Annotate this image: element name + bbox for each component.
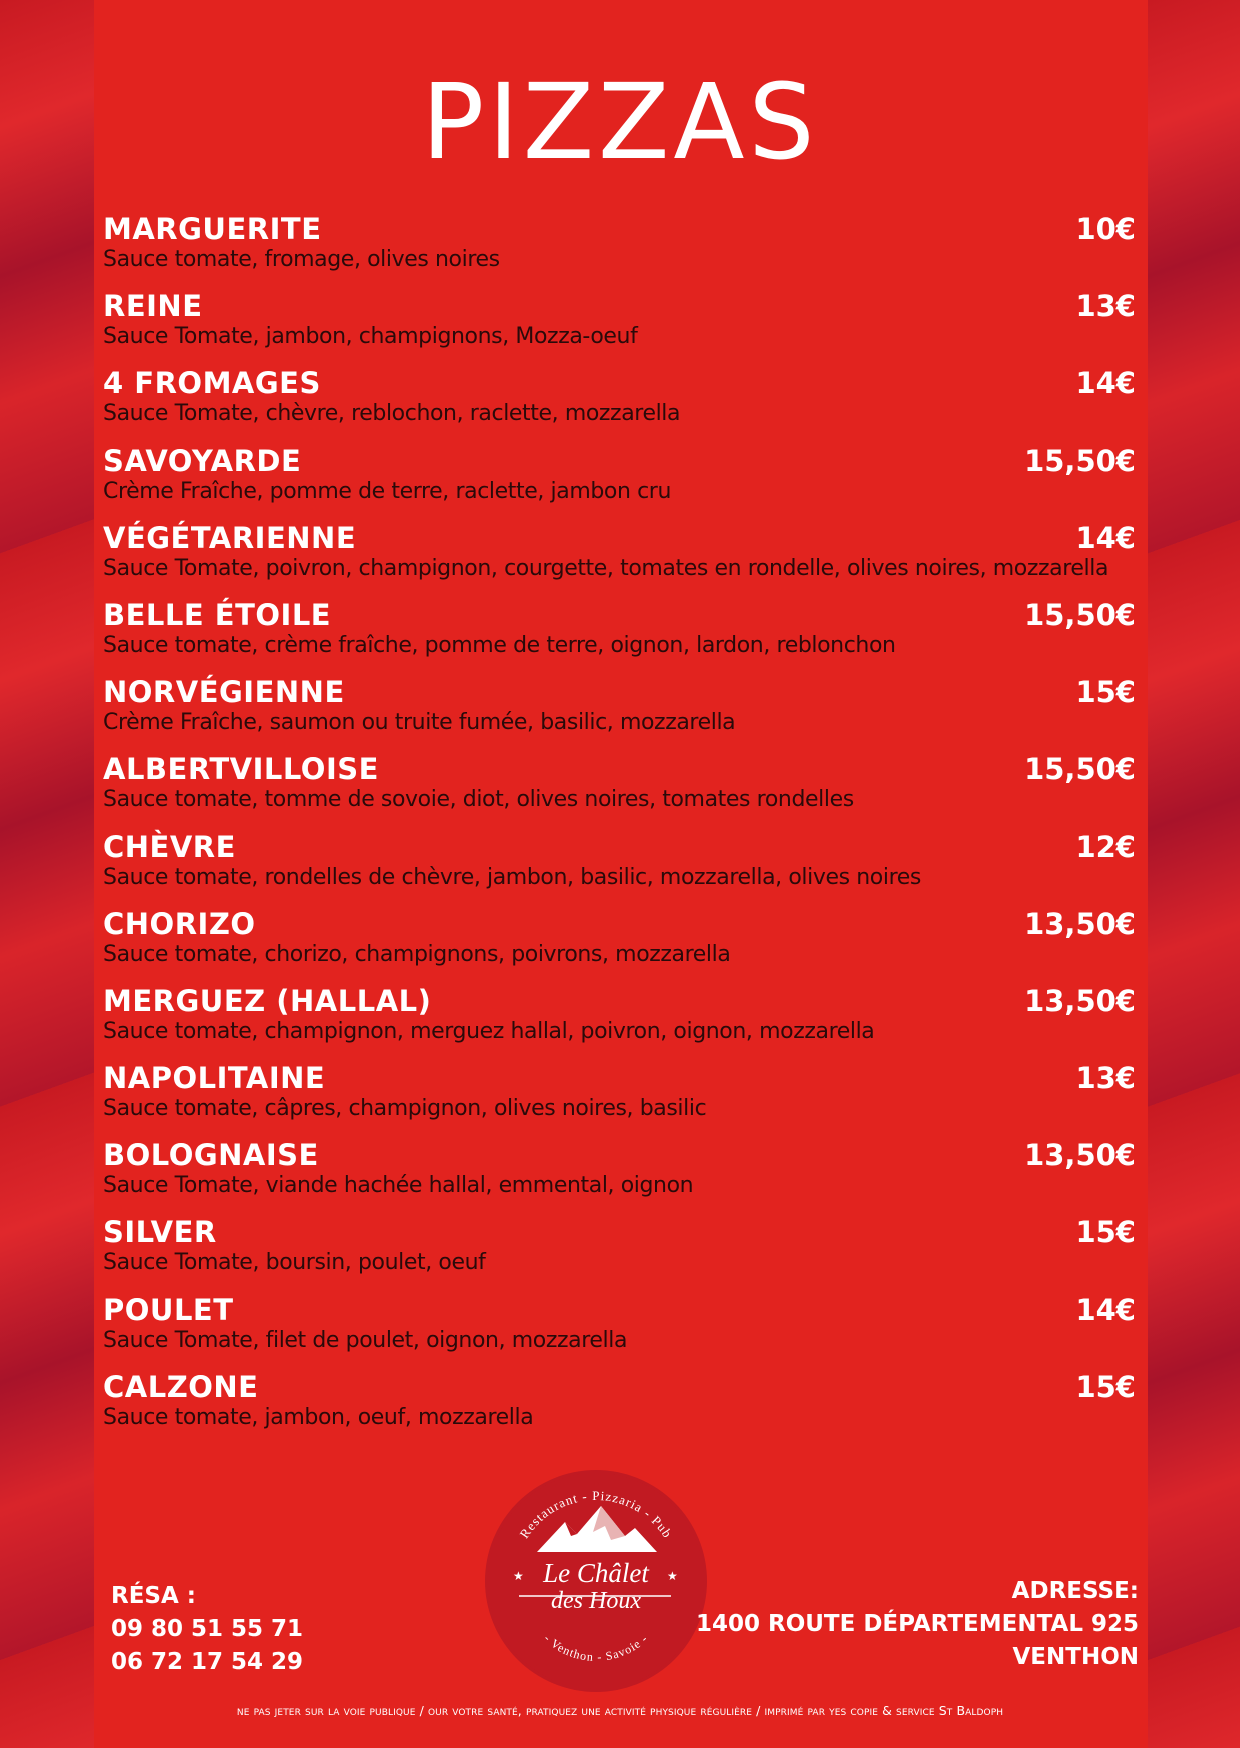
menu-item xyxy=(103,289,1136,366)
menu-item xyxy=(103,1215,1136,1292)
menu-item xyxy=(103,366,1136,443)
star-icon: ★ xyxy=(667,1569,678,1583)
logo-name-line-2: des Houx xyxy=(551,1588,641,1614)
menu-item xyxy=(103,752,1136,829)
pizza-description: Sauce Tomate, filet de poulet, oignon, mozzarella xyxy=(103,1327,628,1353)
pizza-description: Sauce tomate, chorizo, champignons, poivrons, mozzarella xyxy=(103,941,731,967)
pizza-price: 15,50€ xyxy=(1024,443,1136,478)
address-line-2: VENTHON xyxy=(1012,1644,1139,1670)
left-decorative-band xyxy=(0,0,94,1748)
pizza-name: 4 FROMAGES xyxy=(103,366,321,401)
pizza-price: 13,50€ xyxy=(1024,1138,1136,1173)
menu-item xyxy=(103,212,1136,289)
pizza-price: 14€ xyxy=(1075,366,1136,401)
menu-item xyxy=(103,1293,1136,1370)
menu-item xyxy=(103,521,1136,598)
pizza-price: 13,50€ xyxy=(1024,983,1136,1018)
pizza-name: BOLOGNAISE xyxy=(103,1138,319,1173)
footer-notice: ne pas jeter sur la voie publique / our votre santé, pratiquez une activité physique régulière / imprimé par yes copie & service St Baldoph xyxy=(236,1703,1004,1718)
menu-item xyxy=(103,675,1136,752)
menu-item xyxy=(103,1138,1136,1215)
pizza-name: MARGUERITE xyxy=(103,212,322,246)
reservation-block xyxy=(111,1580,303,1679)
pizza-description: Sauce tomate, champignon, merguez hallal, poivron, oignon, mozzarella xyxy=(103,1018,875,1044)
pizza-name: SILVER xyxy=(103,1215,217,1250)
pizza-price: 14€ xyxy=(1075,1292,1136,1327)
pizza-description: Crème Fraîche, pomme de terre, raclette, jambon cru xyxy=(103,478,671,504)
pizza-price: 15,50€ xyxy=(1024,752,1136,787)
reservation-label: RÉSA : xyxy=(111,1583,196,1609)
pizza-description: Sauce Tomate, poivron, champignon, courgette, tomates en rondelle, olives noires, mozzarella xyxy=(103,555,1109,581)
address-line-1: 1400 ROUTE DÉPARTEMENTAL 925 xyxy=(695,1611,1139,1637)
logo-bottom-text: - Venthon - Savoie - xyxy=(541,1631,651,1664)
pizza-price: 15,50€ xyxy=(1024,597,1136,632)
logo-top-text: Restaurant - Pizzaria - Pub xyxy=(516,1487,676,1541)
address-block xyxy=(696,1575,1139,1674)
pizza-menu-list xyxy=(103,212,1136,1447)
pizza-name: CALZONE xyxy=(103,1369,259,1404)
pizza-name: ALBERTVILLOISE xyxy=(103,752,379,787)
pizza-name: CHÈVRE xyxy=(103,829,236,864)
pizza-description: Sauce Tomate, boursin, poulet, oeuf xyxy=(103,1250,486,1276)
pizza-name: POULET xyxy=(103,1292,234,1327)
page-title: PIZZAS xyxy=(421,61,819,183)
menu-item xyxy=(103,598,1136,675)
pizza-description: Sauce tomate, rondelles de chèvre, jambon, basilic, mozzarella, olives noires xyxy=(103,864,921,890)
pizza-price: 12€ xyxy=(1075,829,1136,864)
pizza-name: BELLE ÉTOILE xyxy=(103,597,332,632)
pizza-description: Sauce tomate, câpres, champignon, olives noires, basilic xyxy=(103,1096,707,1122)
reservation-phone-1: 09 80 51 55 71 xyxy=(111,1616,304,1642)
menu-item xyxy=(103,1370,1136,1447)
menu-item xyxy=(103,1061,1136,1138)
pizza-description: Sauce Tomate, viande hachée hallal, emmental, oignon xyxy=(103,1173,694,1199)
pizza-price: 15€ xyxy=(1075,675,1136,710)
pizza-description: Sauce tomate, fromage, olives noires xyxy=(103,247,500,272)
reservation-phone-2: 06 72 17 54 29 xyxy=(111,1649,304,1675)
address-label: ADRESSE: xyxy=(1011,1578,1139,1604)
pizza-price: 15€ xyxy=(1075,1369,1136,1404)
pizza-description: Sauce tomate, tomme de sovoie, diot, olives noires, tomates rondelles xyxy=(103,787,854,813)
pizza-name: SAVOYARDE xyxy=(103,443,302,478)
pizza-price: 13€ xyxy=(1075,289,1136,324)
pizza-price: 13€ xyxy=(1075,1061,1136,1096)
pizza-description: Crème Fraîche, saumon ou truite fumée, basilic, mozzarella xyxy=(103,710,736,736)
restaurant-logo xyxy=(485,1470,707,1692)
pizza-description: Sauce tomate, crème fraîche, pomme de terre, oignon, lardon, reblonchon xyxy=(103,632,896,658)
pizza-price: 10€ xyxy=(1075,212,1136,246)
logo-name-line-1: Le Châlet xyxy=(543,1558,649,1588)
menu-item xyxy=(103,830,1136,907)
pizza-description: Sauce Tomate, jambon, champignons, Mozza-oeuf xyxy=(103,324,638,350)
pizza-name: REINE xyxy=(103,289,203,324)
pizza-name: NAPOLITAINE xyxy=(103,1061,326,1096)
star-icon: ★ xyxy=(513,1569,524,1583)
pizza-description: Sauce tomate, jambon, oeuf, mozzarella xyxy=(103,1404,534,1430)
right-decorative-band xyxy=(1148,0,1240,1748)
pizza-name: CHORIZO xyxy=(103,906,256,941)
pizza-name: VÉGÉTARIENNE xyxy=(103,520,357,555)
menu-item xyxy=(103,907,1136,984)
pizza-description: Sauce Tomate, chèvre, reblochon, raclette, mozzarella xyxy=(103,401,681,427)
pizza-price: 14€ xyxy=(1075,520,1136,555)
menu-item xyxy=(103,984,1136,1061)
pizza-price: 13,50€ xyxy=(1024,906,1136,941)
pizza-name: MERGUEZ (HALLAL) xyxy=(103,983,432,1018)
menu-item xyxy=(103,444,1136,521)
pizza-name: NORVÉGIENNE xyxy=(103,675,345,710)
pizza-price: 15€ xyxy=(1075,1215,1136,1250)
